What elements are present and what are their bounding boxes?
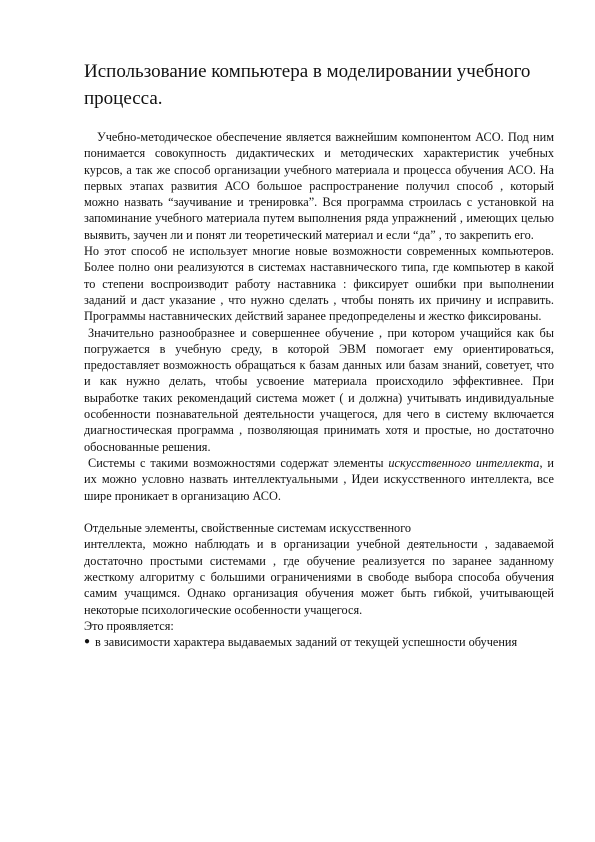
paragraph-3: Значительно разнообразнее и совершеннее обучение , при котором учащийся как бы погружается в учебную среду, в которой ЭВМ помогает ему ориентироваться, предоставляет возможность обращаться к базам данных или базам знаний, советует, что и как нужно делать, чтобы усвоение материала происходило эффективнее. При выработке таких рекомендаций система может ( и должна) учитывать индивидуальные особенности познавательной деятельности учащегося, для чего в систему включается диагностическая программа , позволяющая принимать хотя и простые, но достаточно обоснованные решения.	[84, 325, 554, 454]
paragraph-5-first-line: Отдельные элементы, свойственные системам искусственного	[84, 521, 412, 536]
paragraph-1: Учебно-методическое обеспечение является важнейшим компонентом АСО. Под ним понимается совокупность дидактических и методических характеристик учебных курсов, а так же способ организации учебного материала и процесса обучения АСО. На первых этапах развития АСО большое распространение получил способ , который можно назвать “заучивание и тренировка”. Вся программа строилась с установкой на запоминание учебного материала путем выполнения ряда упражнений , имеющих целью выявить, заучен ли и понят ли теоретический материал и если “да” , то закрепить его.	[84, 130, 554, 242]
paragraph-4-italic-term: искусственного интеллекта	[388, 455, 540, 470]
document-title: Использование компьютера в моделировании учебного процесса.	[84, 61, 531, 109]
paragraph-5: интеллекта, можно наблюдать и в организации учебной деятельности , задаваемой достаточно простыми системами , где обучение реализуется по заранее заданному жесткому алгоритму с большими ограничениями в свободе выбора способа обучения самим учащимся. Однако организация обучения может быть гибкой, учитывающей некоторые психологические особенности учащегося.	[84, 537, 554, 617]
paragraph-4	[84, 455, 554, 504]
bullet-list-item	[84, 634, 554, 650]
paragraph-6: Это проявляется:	[84, 618, 174, 633]
paragraph-4-text-end: , и их можно условно назвать интеллектуальными , Идеи искусственного интеллекта, все шире проникает в организацию АСО.	[84, 455, 554, 503]
bullet-icon: ●	[84, 636, 91, 648]
paragraph-2: Но этот способ не использует многие новые возможности современных компьютеров. Более полно они реализуются в системах наставнического типа, где компьютер в какой то степени воспроизводит работу наставника : фиксирует ошибки при выполнении заданий и даст указание , что нужно сделать , чтобы понять их причину и исправить. Программы наставнических действий заранее предопределены и жестко фиксированы.	[84, 244, 554, 324]
paragraph-4-text-start: Системы с такими возможностями содержат элементы	[88, 455, 389, 470]
document-body	[84, 129, 554, 651]
bullet-text: в зависимости характера выдаваемых заданий от текущей успешности обучения	[95, 635, 518, 650]
